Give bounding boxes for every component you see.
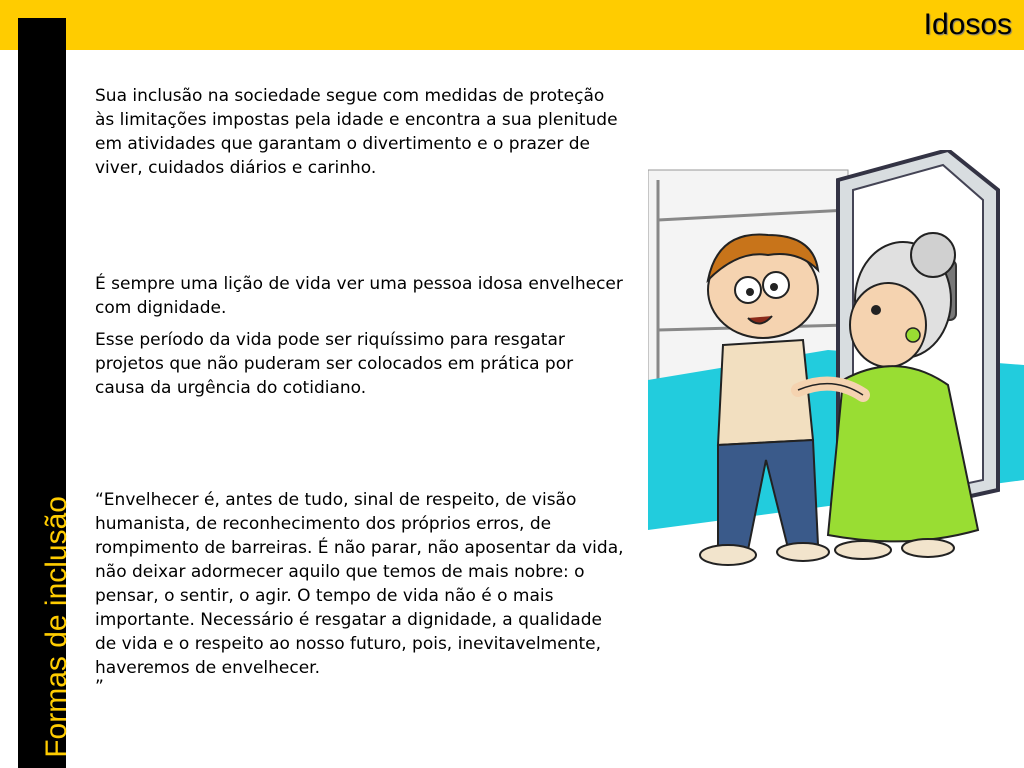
- intro-text: [95, 84, 625, 188]
- paragraph-projects: Esse período da vida pode ser riquíssimo para resgatar projetos que não puderam ser colocados em prática por causa da urgência do cotidiano.: [95, 330, 574, 398]
- quote-paragraph: “Envelhecer é, antes de tudo, sinal de respeito, de visão humanista, de reconhecimento dos próprios erros, de rompimento de barreiras. É não parar, não aposentar da vida, não deixar adormecer aquilo que temos de mais nobre: o pensar, o sentir, o agir. O tempo de vida não é o mais importante. Necessário é resgatar a dignidade, a qualidade de vida e o respeito ao nosso futuro, pois, inevitavelmente, haveremos de envelhecer.: [95, 490, 624, 678]
- life-lesson-text: [95, 272, 625, 408]
- header-bar: [0, 0, 1024, 50]
- sidebar-label: Formas de inclusão: [40, 496, 73, 758]
- quote-close-mark: ”: [95, 677, 104, 697]
- paragraph-inclusion: Sua inclusão na sociedade segue com medidas de proteção às limitações impostas pela idade e encontra a sua plenitude em atividades que garantam o divertimento e o prazer de viver, cuidados diários e carinho.: [95, 86, 618, 178]
- slide-title: Idosos: [923, 8, 1012, 41]
- sidebar: [18, 18, 73, 768]
- quote-text: [95, 488, 625, 697]
- elderly-woman-boy-illustration: [648, 150, 1024, 570]
- paragraph-dignity: É sempre uma lição de vida ver uma pessoa idosa envelhecer com dignidade.: [95, 274, 623, 318]
